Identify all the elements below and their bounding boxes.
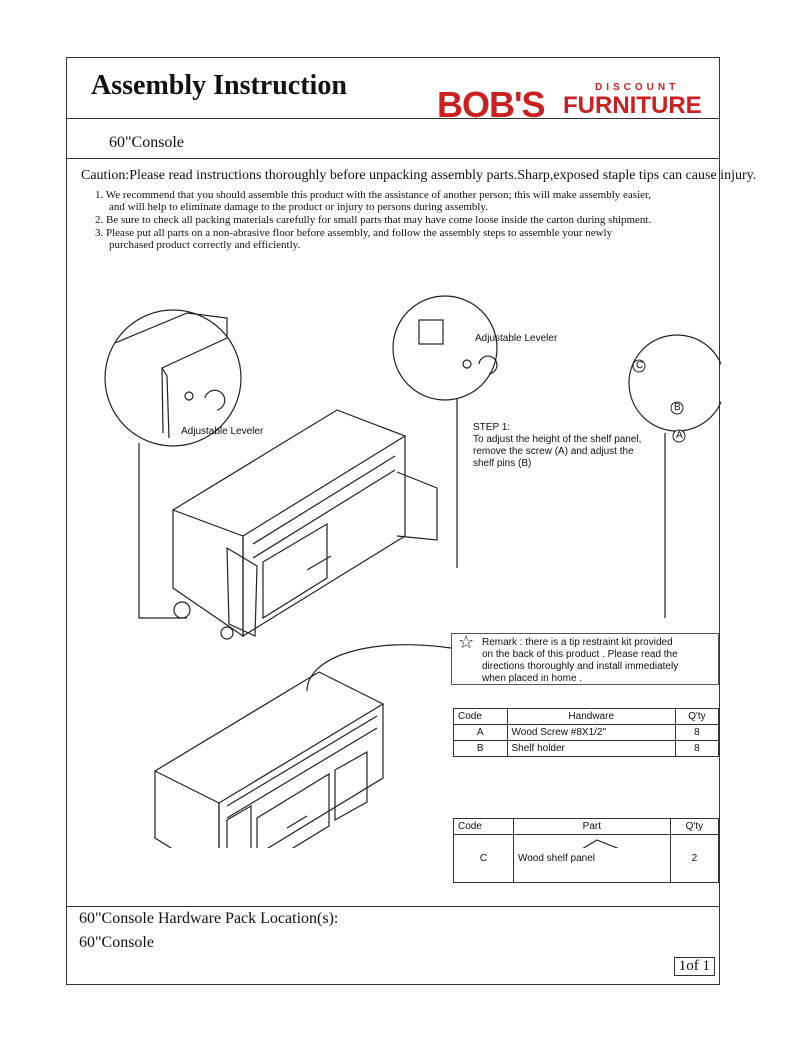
remark-line: on the back of this product . Please read the	[482, 649, 678, 660]
leveler-detail-right	[393, 296, 497, 400]
star-icon: ☆	[458, 632, 475, 652]
document-frame	[66, 57, 757, 985]
table-header: Part	[513, 819, 670, 835]
hardware-pack-product: 60"Console	[79, 934, 154, 951]
table-cell: Shelf holder	[507, 741, 675, 757]
table-cell: 2	[670, 835, 718, 883]
table-cell: Wood Screw #8X1/2"	[507, 725, 675, 741]
remark-line: when placed in home .	[482, 673, 583, 684]
leveler-icon	[185, 392, 193, 400]
logo-furniture: FURNITURE	[563, 92, 702, 119]
label-b: B	[674, 402, 681, 413]
table-cell: B	[454, 741, 508, 757]
label-c: C	[636, 360, 644, 371]
step-text: To adjust the height of the shelf panel,	[473, 434, 642, 445]
step-text: shelf pins (B)	[473, 458, 532, 469]
remark-line: Remark : there is a tip restraint kit provided	[482, 637, 673, 648]
parts-table	[453, 818, 719, 883]
hardware-table	[453, 708, 719, 757]
logo-bobs: BOB'S	[437, 84, 545, 125]
caution-text: Caution:Please read instructions thoroughly before unpacking assembly parts.Sharp,exposed staple tips can cause injury.	[81, 168, 757, 183]
shelf-pin-detail	[629, 335, 721, 431]
table-header: Q'ty	[675, 709, 718, 725]
table-header: Code	[454, 819, 514, 835]
remark-line: directions thoroughly and install immediately	[482, 661, 679, 672]
table-cell: 8	[675, 725, 718, 741]
leveler-foot	[221, 627, 233, 639]
instruction-3b: purchased product correctly and efficiently.	[109, 239, 301, 251]
table-cell: A	[454, 725, 508, 741]
table-header: Handware	[507, 709, 675, 725]
step-text: remove the screw (A) and adjust the	[473, 446, 634, 457]
table-cell: C	[454, 835, 514, 883]
logo-discount: DISCOUNT	[595, 82, 680, 93]
instruction-3: 3. Please put all parts on a non-abrasive floor before assembly, and follow the assembly steps to assemble your newly	[95, 227, 613, 239]
label-a: A	[676, 430, 683, 441]
callout-leveler-left: Adjustable Leveler	[181, 426, 264, 437]
remark-box	[451, 633, 719, 685]
instruction-1: 1. We recommend that you should assemble this product with the assistance of another person; this will make assembly easier,	[95, 189, 651, 201]
table-header: Q'ty	[670, 819, 718, 835]
instruction-1b: and will help to eliminate damage to the product or injury to persons during assembly.	[109, 201, 489, 213]
page-number: 1of 1	[674, 957, 715, 976]
divider	[67, 906, 719, 907]
instruction-2: 2. Be sure to check all packing materials carefully for small parts that may have come loose inside the carton during shipment.	[95, 214, 652, 226]
step-heading: STEP 1:	[473, 422, 511, 433]
leveler-foot	[174, 602, 190, 618]
callout-leveler-right: Adjustable Leveler	[475, 333, 558, 344]
table-cell: Wood shelf panel	[513, 835, 670, 883]
step-1	[473, 422, 641, 470]
product-name: 60"Console	[109, 134, 184, 151]
table-header: Code	[454, 709, 508, 725]
table-cell: 8	[675, 741, 718, 757]
hardware-pack-location: 60"Console Hardware Pack Location(s):	[79, 910, 339, 927]
page-title: Assembly Instruction	[91, 70, 347, 101]
